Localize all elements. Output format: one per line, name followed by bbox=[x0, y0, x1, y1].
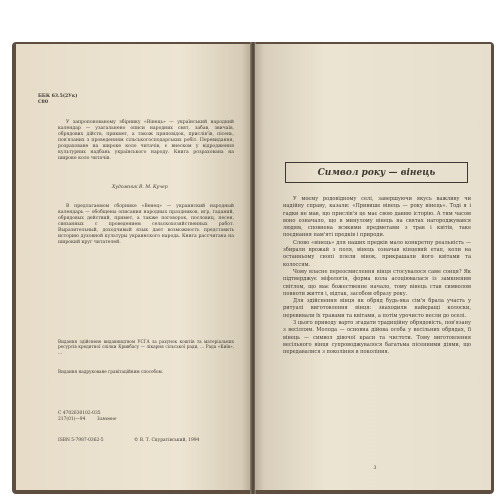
publisher-note: Видання здійснене видавництвом УСГА за рахунок коштів та матеріальних ресурсів кредитної спілки Кривбасу — лікарня сільської ради, ... Рада «Київ», ... bbox=[58, 339, 234, 355]
paragraph: Чому власне переосмислення вінця стосувалося саме сонця? Як підтверджує міфологія, форма кола асоціювалася із замкненим світлом, що має божественне начало, тому вінець став символом повноти життя і, відтак, засобом образу року. bbox=[283, 268, 471, 297]
paragraph: Для здійснення вінця як обряд будь-яка сім'я брала участь у ритуалі виготовлення вінця: знаходили найкращі колоски, перевивали їх травами та квітами, а потім урочисто несли до оселі. bbox=[283, 298, 471, 319]
annotation-ukrainian: У запропонованому збірнику «Вінець» — український народний календар — узагальнено описи народних свят, забав, звичаїв, обрядових дійств, прикмет, а також приповідок, прислів'їв, пісень, пов'язаних з проведенням сільськогосподарських робіт. Перевидання, розраховане на широке коло читачів, є внеском у відродження культурних надбань українського народу. Книга розрахована на широке коло читачів. bbox=[58, 120, 234, 161]
catalog-line: С80 bbox=[38, 100, 49, 105]
left-page bbox=[16, 44, 251, 490]
copyright: © В. Т. Скуратівський, 1994 bbox=[134, 438, 200, 443]
annotation-russian: В предлагаемом сборнике «Венец» — украинский народный календарь — обобщены описания народных праздников, игр, гаданий, обрядовых действий, примет, а также поговорок, пословиц, песен, связанных с проведением сельскохозяйственных работ. Выразительный, доходчивый язык дает возможность представить историю духовной культуры украинского народа. Книга рассчитана на широкий круг читателей. bbox=[58, 204, 234, 245]
right-page bbox=[255, 44, 491, 490]
catalog-code bbox=[38, 94, 98, 106]
paragraph: У моєму родовідному селі, завершуючи якусь важливу чи надійну справу, казали: «Привише вінець — року вінець». Тоді я і гадки не мав, що прислів'я це має свою давню історію. А тим часом воно означало, що в минулому вінець на святах нагороджувався людям, сповнена всякими предметами з трав і квітів, таке поєднання пам'яті предків і природи. bbox=[283, 196, 471, 239]
open-book bbox=[12, 42, 494, 494]
publisher-note-2: Видання надруковане гравітаційним способом. bbox=[58, 369, 164, 374]
chapter-body bbox=[283, 196, 471, 357]
chapter-title: Символ року — вінець bbox=[285, 162, 468, 183]
isbn: ISBN 5-7987-0362-5 bbox=[58, 438, 104, 443]
order-code-extra: Замовне bbox=[96, 416, 117, 422]
page-number: 3 bbox=[373, 466, 377, 471]
paragraph: Слово «вінець» для наших предків мало конкретну реальність — збирали врожай з поля, вінець означав кінцевий етап, коли на останньому снопі плели вінок, прикрашали його квітами та колоссям. bbox=[283, 239, 471, 268]
order-code-block bbox=[58, 411, 228, 422]
artist-credit: Художник В. М. Кучер bbox=[112, 185, 168, 190]
paragraph: З цього приводу варто згадати традиційну обрядовість, пов'язану з весіллям. Молода — основна дійова особа у весільних обрядах, її вінець — символ дівочої краси та чистоти. Тому виготовлення весільного вінця супроводжувалося багатьма пісенними діями, що передавалися з покоління в покоління. bbox=[283, 320, 471, 356]
order-code: С 4702630102-035 bbox=[58, 411, 101, 416]
catalog-line: ББК 63.5(2Ук) bbox=[38, 94, 78, 99]
order-code-line2: 217(01)—94 bbox=[58, 416, 86, 422]
